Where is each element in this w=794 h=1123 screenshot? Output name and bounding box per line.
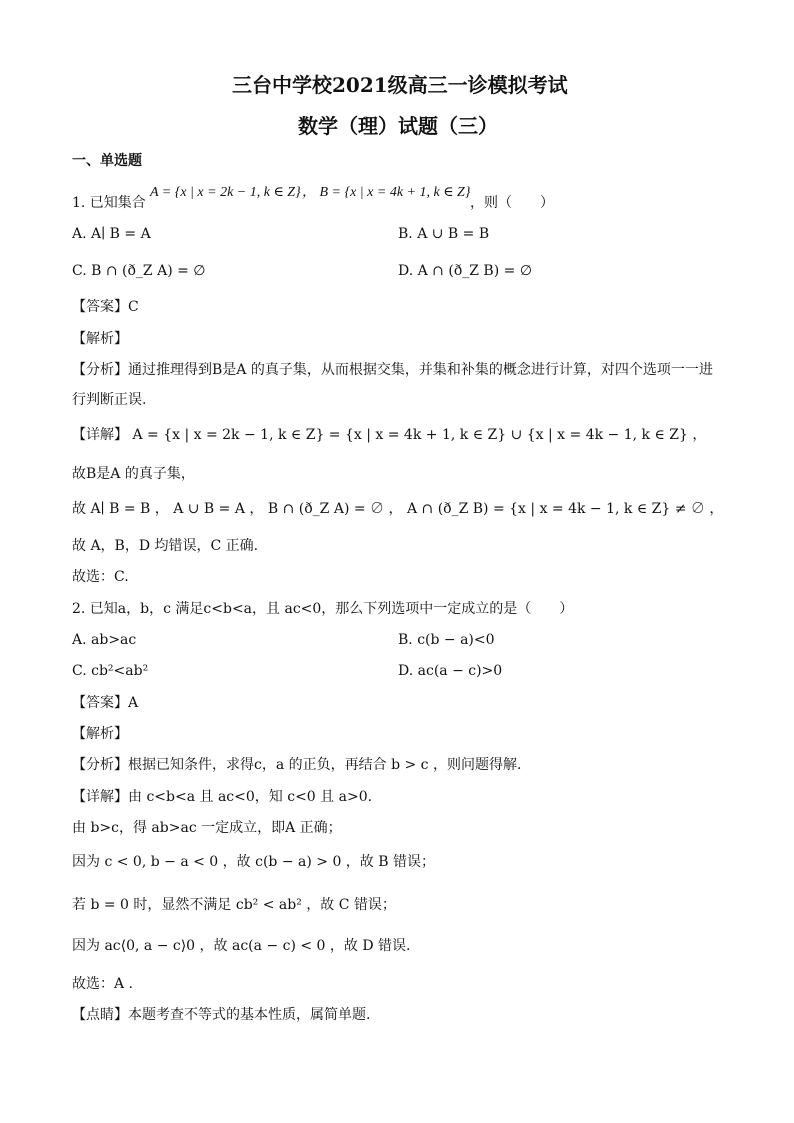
q2-detail-line2: 由 b>c，得 ab>ac 一定成立，即A 正确； [72,820,342,836]
q1-answer: 【答案】C [72,299,139,315]
q1-detail-line3: 故 A∣ B = B ， A ∪ B = A ， B ∩ (ð_Z A) = ∅ ， A ∩ (ð_Z B) = {x | x = 4k − 1, k ∈ Z} ≠ ∅ ， [72,501,724,517]
exam-subtitle: 数学（理）试题（三） [298,114,498,138]
q2-detail-line5: 因为 ac⟨0, a − c⟩0 ，故 ac(a − c) < 0 ，故 D 错误. [72,938,411,954]
q2-stem: 2. 已知a，b，c 满足c<b<a，且 ac<0，那么下列选项中一定成立的是（ ） [72,601,574,617]
q1-set-a: A = {x | x = 2k − 1, k ∈ Z} [150,185,301,200]
q2-fenxi: 【分析】根据已知条件，求得c，a 的正负，再结合 b > c ，则问题得解. [72,757,522,773]
q1-stem-suffix: ，则（ ） [470,195,554,211]
section-heading: 一、单选题 [72,153,142,169]
q1-choose: 故选：C. [72,569,129,585]
q1-set-b: ， B = {x | x = 4k + 1, k ∈ Z} [302,185,471,200]
exam-title: 三台中学校2021级高三一诊模拟考试 [232,73,568,97]
q2-option-d: D. ac(a − c)>0 [398,663,503,679]
q1-fenxi-line1: 【分析】通过推理得到B是A 的真子集，从而根据交集，并集和补集的概念进行计算，对四个选项一一进 [72,362,713,378]
q2-answer: 【答案】A [72,695,139,711]
q1-detail-line4: 故 A，B，D 均错误，C 正确. [72,538,259,554]
q1-option-c: C. B ∩ (ð_Z A) = ∅ [72,263,206,279]
q1-stem-prefix: 1. 已知集合 [72,195,146,211]
q2-option-b: B. c(b − a)<0 [398,632,495,648]
q1-detail-line2: 故B是A 的真子集， [72,466,195,482]
q1-detail-line1: 【详解】 A = {x | x = 2k − 1, k ∈ Z} = {x | x = 4k + 1, k ∈ Z} ∪ {x | x = 4k − 1, k ∈ Z} ， [72,427,707,443]
q1-fenxi-line2: 行判断正误. [72,392,147,408]
q2-option-c: C. cb²<ab² [72,663,149,679]
q2-analysis-label: 【解析】 [72,726,128,742]
q2-comment: 【点睛】本题考查不等式的基本性质，属简单题. [72,1007,371,1023]
q2-detail-line1: 【详解】由 c<b<a 且 ac<0，知 c<0 且 a>0. [72,789,373,805]
q2-detail-line4: 若 b = 0 时，显然不满足 cb² < ab² ，故 C 错误； [72,897,396,913]
q2-detail-line3: 因为 c < 0, b − a < 0 ，故 c(b − a) > 0 ，故 B 错误； [72,854,435,870]
q2-choose: 故选：A . [72,976,134,992]
q2-option-a: A. ab>ac [72,632,137,648]
q1-option-a: A. A∣ B = A [72,226,151,242]
q1-analysis-label: 【解析】 [72,331,128,347]
q1-option-d: D. A ∩ (ð_Z B) = ∅ [398,263,533,279]
q1-option-b: B. A ∪ B = B [398,226,490,242]
